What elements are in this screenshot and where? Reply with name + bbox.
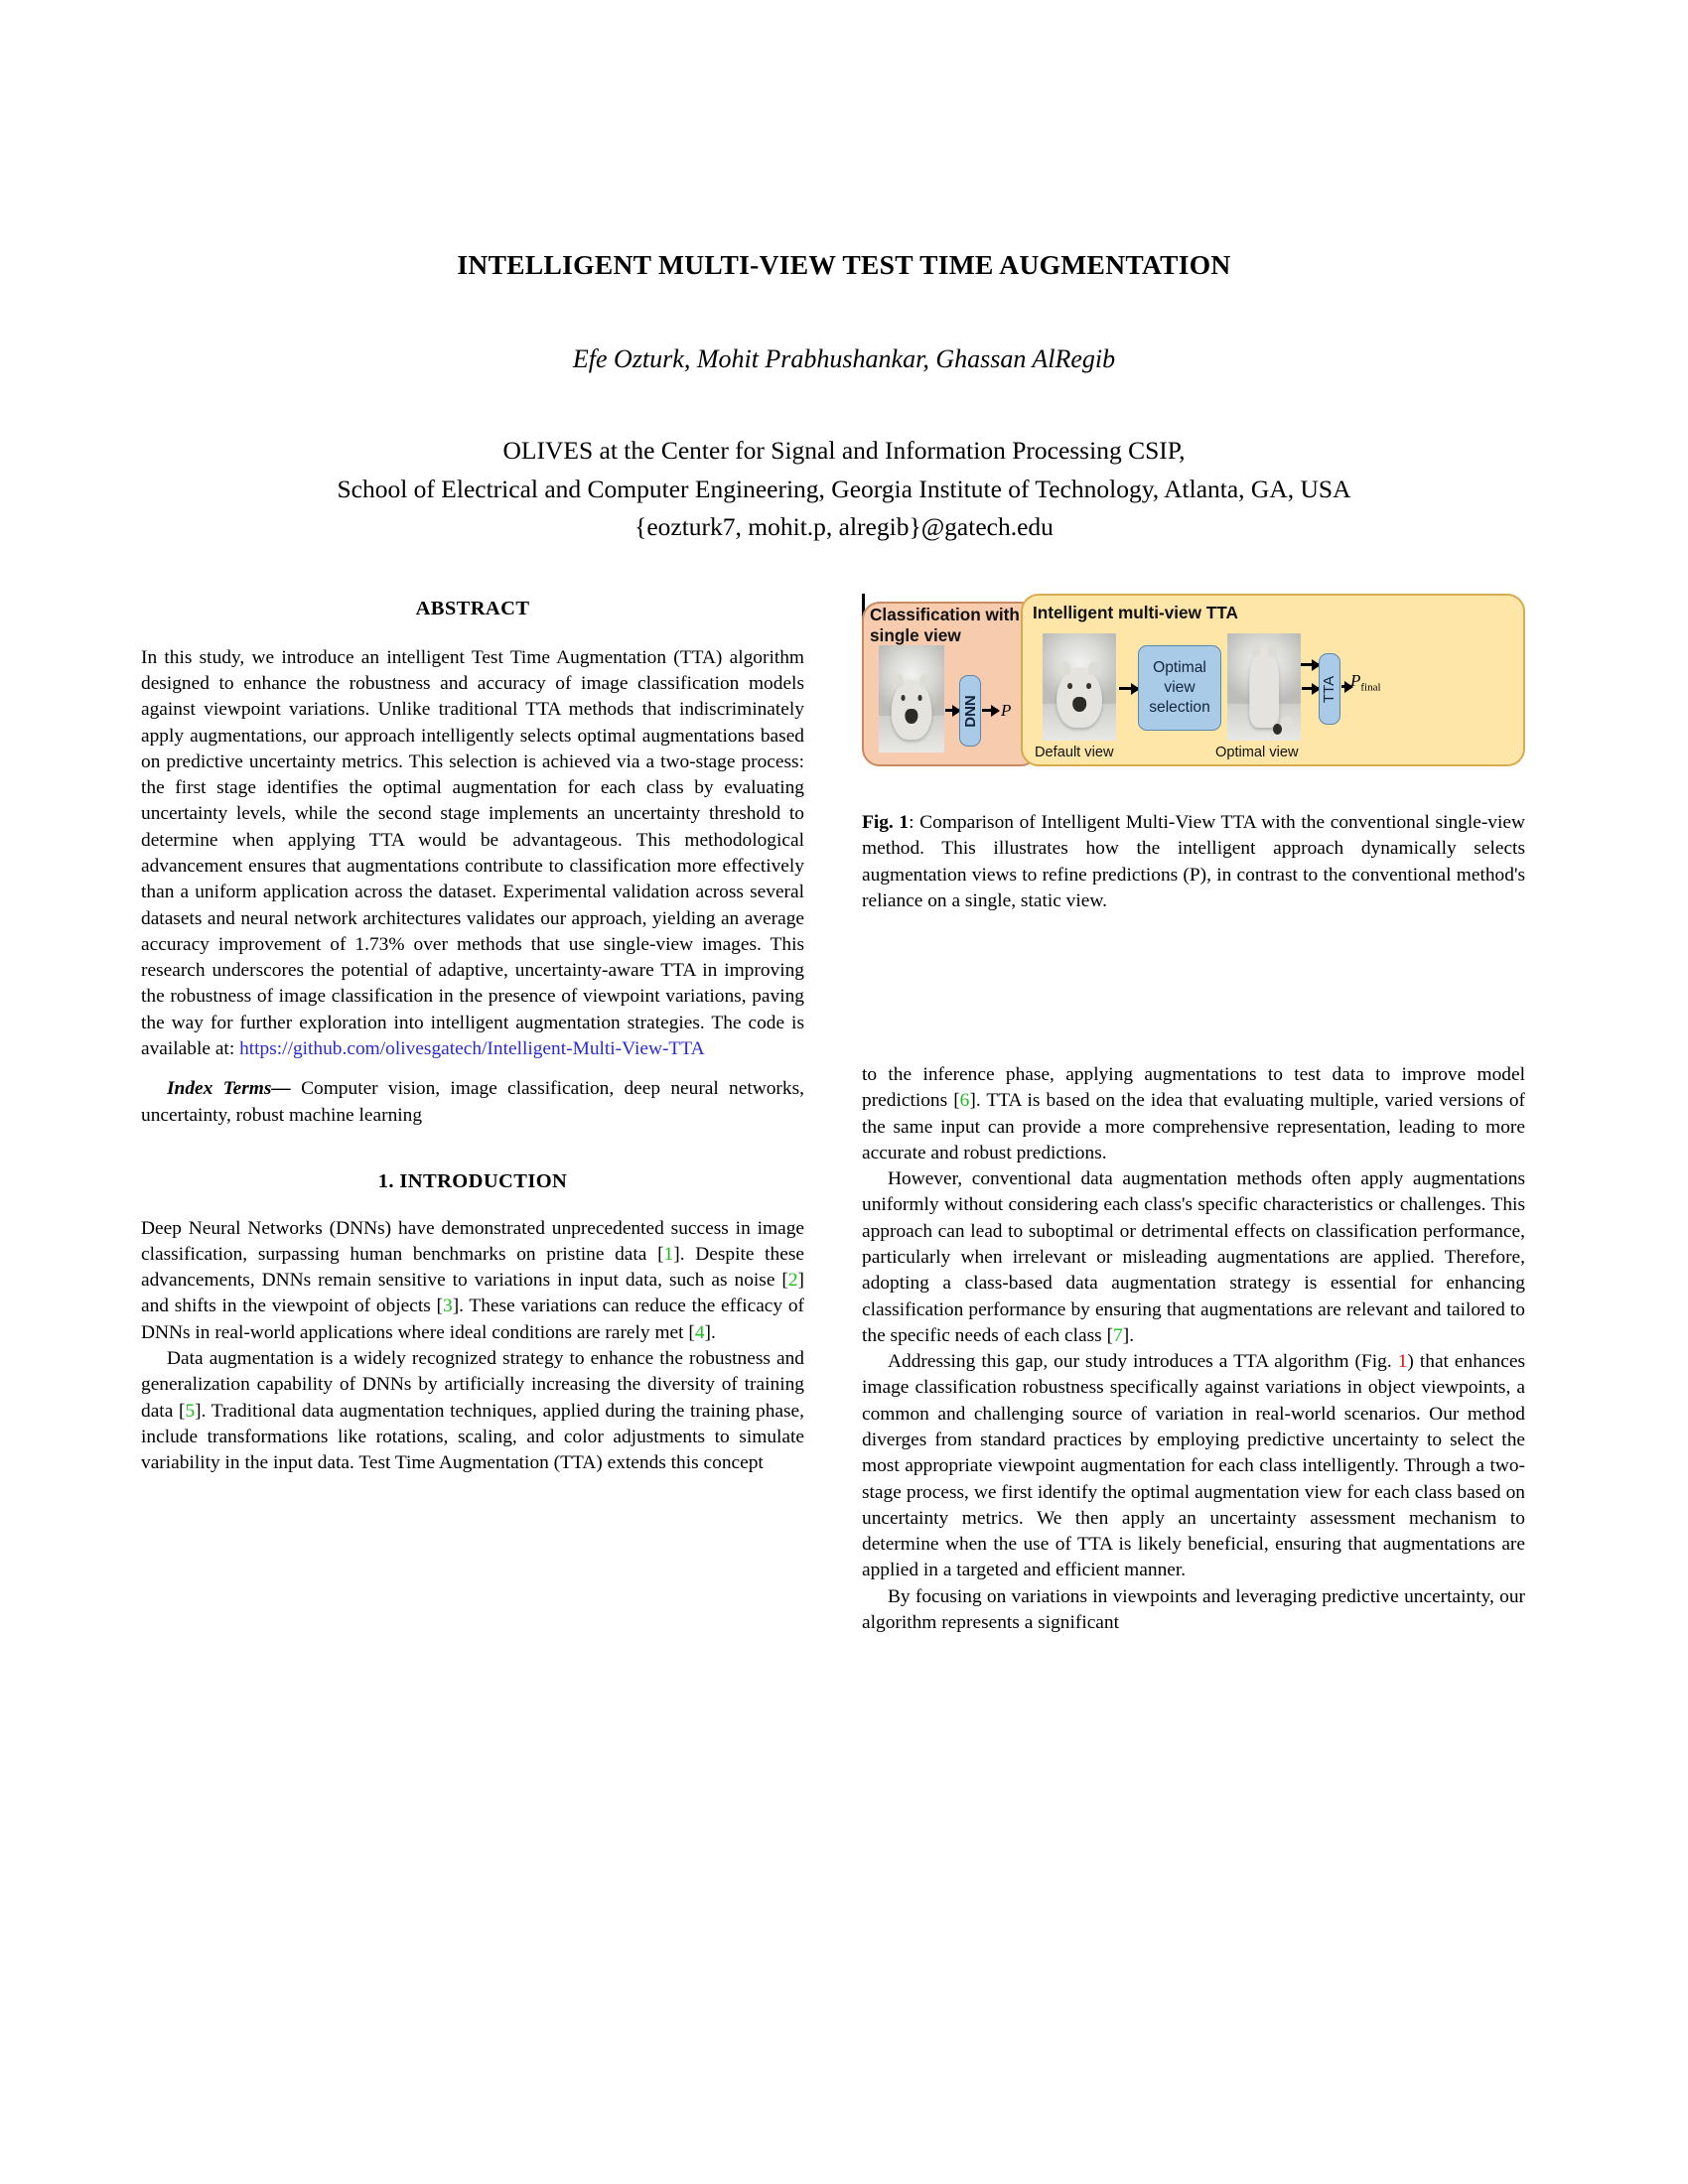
- pfinal-base: P: [1350, 671, 1361, 690]
- citation-6[interactable]: 6: [959, 1090, 970, 1112]
- muzzle: [1072, 697, 1086, 713]
- tta-label: TTA: [1321, 675, 1338, 703]
- rp-by-a: By focusing on variations in viewpoints and leveraging predictive uncertainty, our algorithm represents a significant: [862, 1585, 1525, 1633]
- arrow-default-to-selection-icon: [1119, 687, 1138, 690]
- index-terms-label: Index Terms—: [167, 1078, 291, 1100]
- toy-figure-icon: [892, 680, 932, 740]
- citation-5[interactable]: 5: [185, 1400, 196, 1422]
- dnn-label: DNN: [961, 694, 979, 728]
- ear-left: [1059, 662, 1070, 675]
- intro-p1-a: Deep Neural Networks (DNNs) have demonstrated unprecedented success in image classification, surpassing human benchmarks on pristine data [: [141, 1217, 804, 1265]
- optimal-view-label: Optimal view: [1215, 745, 1299, 760]
- eye-right: [917, 695, 921, 700]
- eye-left: [1067, 683, 1072, 688]
- eye-left: [901, 695, 905, 700]
- intro-p2-a: Data augmentation is a widely recognized strategy to enhance the robustness and generalization capability of DNNs by artificially increasing the diversity of training data [: [141, 1348, 804, 1422]
- thumbnail-default-view: [1043, 633, 1116, 741]
- ear-right: [1088, 662, 1099, 675]
- prediction-pfinal-label: [1350, 671, 1381, 693]
- arrow-selection-to-optimal-icon: [1302, 687, 1319, 690]
- feedback-arrow-icon: [1301, 663, 1319, 666]
- index-terms-text: Computer vision, image classification, deep neural networks, uncertainty, robust machine learning: [141, 1078, 804, 1126]
- right-paragraph-addressing: [862, 1349, 1525, 1584]
- rp-however-b: ].: [1122, 1324, 1135, 1346]
- right-paragraph-byfocusing: [862, 1584, 1525, 1637]
- arrow-to-dnn-icon: [945, 709, 959, 712]
- right-column: [862, 1062, 1525, 1636]
- intro-p1-b: ]. Despite these advancements, DNNs remain sensitive to variations in input data, such as noise [: [141, 1243, 804, 1292]
- citation-2[interactable]: 2: [787, 1270, 798, 1292]
- author-list: Efe Ozturk, Mohit Prabhushankar, Ghassan AlRegib: [572, 344, 1116, 373]
- eye-right: [1086, 683, 1091, 688]
- affiliation-email: {eozturk7, mohit.p, alregib}@gatech.edu: [634, 512, 1054, 542]
- right-paragraph-however: [862, 1166, 1525, 1349]
- abstract-heading: ABSTRACT: [415, 598, 530, 619]
- intro-paragraph-1: [141, 1216, 804, 1346]
- feedback-line-left-icon: [862, 594, 865, 610]
- arrow-dnn-to-p-icon: [982, 709, 998, 712]
- page-title: INTELLIGENT MULTI-VIEW TEST TIME AUGMENTATION: [457, 249, 1231, 280]
- ear-left: [894, 674, 904, 687]
- abstract-paragraph: [141, 645, 804, 1063]
- optimal-view-selection-block: [1138, 645, 1221, 731]
- thumbnail-single-view: [879, 645, 944, 752]
- default-view-label: Default view: [1035, 745, 1114, 760]
- ear-left: [1251, 643, 1260, 656]
- toy-figure-rotated-icon: [1249, 648, 1279, 728]
- rp-cont-a: to the inference phase, applying augmentations to test data to improve model predictions [: [862, 1064, 1525, 1112]
- citation-4[interactable]: 4: [694, 1321, 705, 1343]
- intro-p2-b: ]. Traditional data augmentation techniques, applied during the training phase, include transformations like rotations, scaling, and color adjustments to simulate variability in the input data. Test Time Augmentation (TTA) extends this concept: [141, 1400, 804, 1474]
- figure-1-caption: [862, 810, 1525, 914]
- rp-cont-b: ]. TTA is based on the idea that evaluating multiple, varied versions of the same input can provide a more comprehensive representation, leading to more accurate and robust predictions.: [862, 1090, 1525, 1163]
- toy-part-blob: [1281, 716, 1294, 732]
- affiliation-line-1: OLIVES at the Center for Signal and Information Processing CSIP,: [502, 435, 1186, 465]
- rp-however-a: However, conventional data augmentation methods often apply augmentations uniformly without considering each class's specific characteristics or challenges. This approach can lead to suboptimal or detrimental effects on classification performance, particularly when irrelevant or misleading augmentations are applied. Therefore, adopting a class-based data augmentation strategy is essential for enhancing classification performance by ensuring that augmentations are relevant and tailored to the specific needs of each class [: [862, 1168, 1525, 1346]
- index-terms-paragraph: [141, 1076, 804, 1129]
- figure-caption-label: Fig. 1: [862, 812, 910, 833]
- abstract-text: In this study, we introduce an intelligent Test Time Augmentation (TTA) algorithm designed to enhance the robustness and accuracy of image classification models against viewpoint variations. Unlike traditional TTA methods that indiscriminately apply augmentations, our approach intelligently selects optimal augmentations based on predictive uncertainty metrics. This selection is achieved via a two-stage process: the first stage identifies the optimal augmentation for each class by evaluating uncertainty levels, while the second stage implements an uncertainty threshold to determine when applying TTA would be advantageous. This methodological advancement ensures that augmentations contribute to classification more effectively than a uniform application across the dataset. Experimental validation across several datasets and neural network architectures validates our approach, yielding an average accuracy improvement of 1.73% over methods that use single-view images. This research underscores the potential of adaptive, uncertainty-aware TTA in improving the robustness of image classification in the presence of viewpoint variations, paving the way for further exploration into intelligent augmentation strategies. The code is available at:: [141, 646, 804, 1059]
- thumbnail-optimal-view: [1227, 633, 1301, 741]
- right-paragraph-continued: [862, 1062, 1525, 1166]
- toy-figure-icon: [1056, 668, 1102, 728]
- figure-reference-1[interactable]: 1: [1397, 1351, 1408, 1373]
- dnn-block: [959, 675, 981, 747]
- citation-7[interactable]: 7: [1113, 1324, 1123, 1346]
- citation-3[interactable]: 3: [442, 1296, 453, 1317]
- ear-right: [1268, 643, 1277, 656]
- code-url-link[interactable]: https://github.com/olivesgatech/Intelligent-Multi-View-TTA: [239, 1037, 705, 1059]
- ear-right: [919, 674, 929, 687]
- figure-1-graphic: [862, 594, 1525, 774]
- figure-caption-text: : Comparison of Intelligent Multi-View TTA with the conventional single-view method. This illustrates how the intelligent approach dynamically selects augmentation views to refine predictions (P), in contrast to the conventional method's reliance on a single, static view.: [862, 812, 1525, 911]
- title-block: [139, 248, 1549, 547]
- intro-paragraph-2: [141, 1346, 804, 1476]
- prediction-p-label: P: [1001, 701, 1012, 720]
- rp-addr-b: ) that enhances image classification robustness specifically against variations in object viewpoints, a common and challenging source of variation in real-world scenarios. Our method diverges from standard practices by employing predictive uncertainty to select the most appropriate viewpoint augmentation for each class intelligently. Through a two-stage process, we first identify the optimal augmentation view for each class based on uncertainty metrics. We then apply an uncertainty assessment mechanism to determine when the use of TTA is likely beneficial, ensuring that augmentations are applied in a targeted and efficient manner.: [862, 1351, 1525, 1581]
- panel-multi-view-title: Intelligent multi-view TTA: [1033, 603, 1238, 622]
- toy-part-dark-blob: [1273, 724, 1282, 735]
- optimal-view-selection-label: Optimal view selection: [1149, 659, 1210, 716]
- left-column: [141, 596, 804, 1476]
- citation-1[interactable]: 1: [663, 1243, 674, 1265]
- panel-single-view-title: Classification with single view: [870, 605, 1020, 645]
- figure-1: [862, 594, 1525, 914]
- rp-addr-a: Addressing this gap, our study introduces a TTA algorithm (Fig.: [888, 1351, 1398, 1373]
- intro-p1-c: ] and shifts in the viewpoint of objects [: [141, 1270, 804, 1317]
- intro-p1-e: ].: [704, 1321, 716, 1343]
- intro-p1-d: ]. These variations can reduce the efficacy of DNNs in real-world applications where ideal conditions are rarely met [: [141, 1296, 804, 1343]
- tta-block: [1319, 653, 1340, 725]
- affiliation-line-2: School of Electrical and Computer Engineering, Georgia Institute of Technology, Atlanta, GA, USA: [337, 474, 1351, 503]
- affiliation-block: [139, 432, 1549, 547]
- muzzle: [906, 709, 917, 725]
- introduction-heading: 1. INTRODUCTION: [377, 1169, 568, 1192]
- pfinal-sub: final: [1360, 681, 1381, 694]
